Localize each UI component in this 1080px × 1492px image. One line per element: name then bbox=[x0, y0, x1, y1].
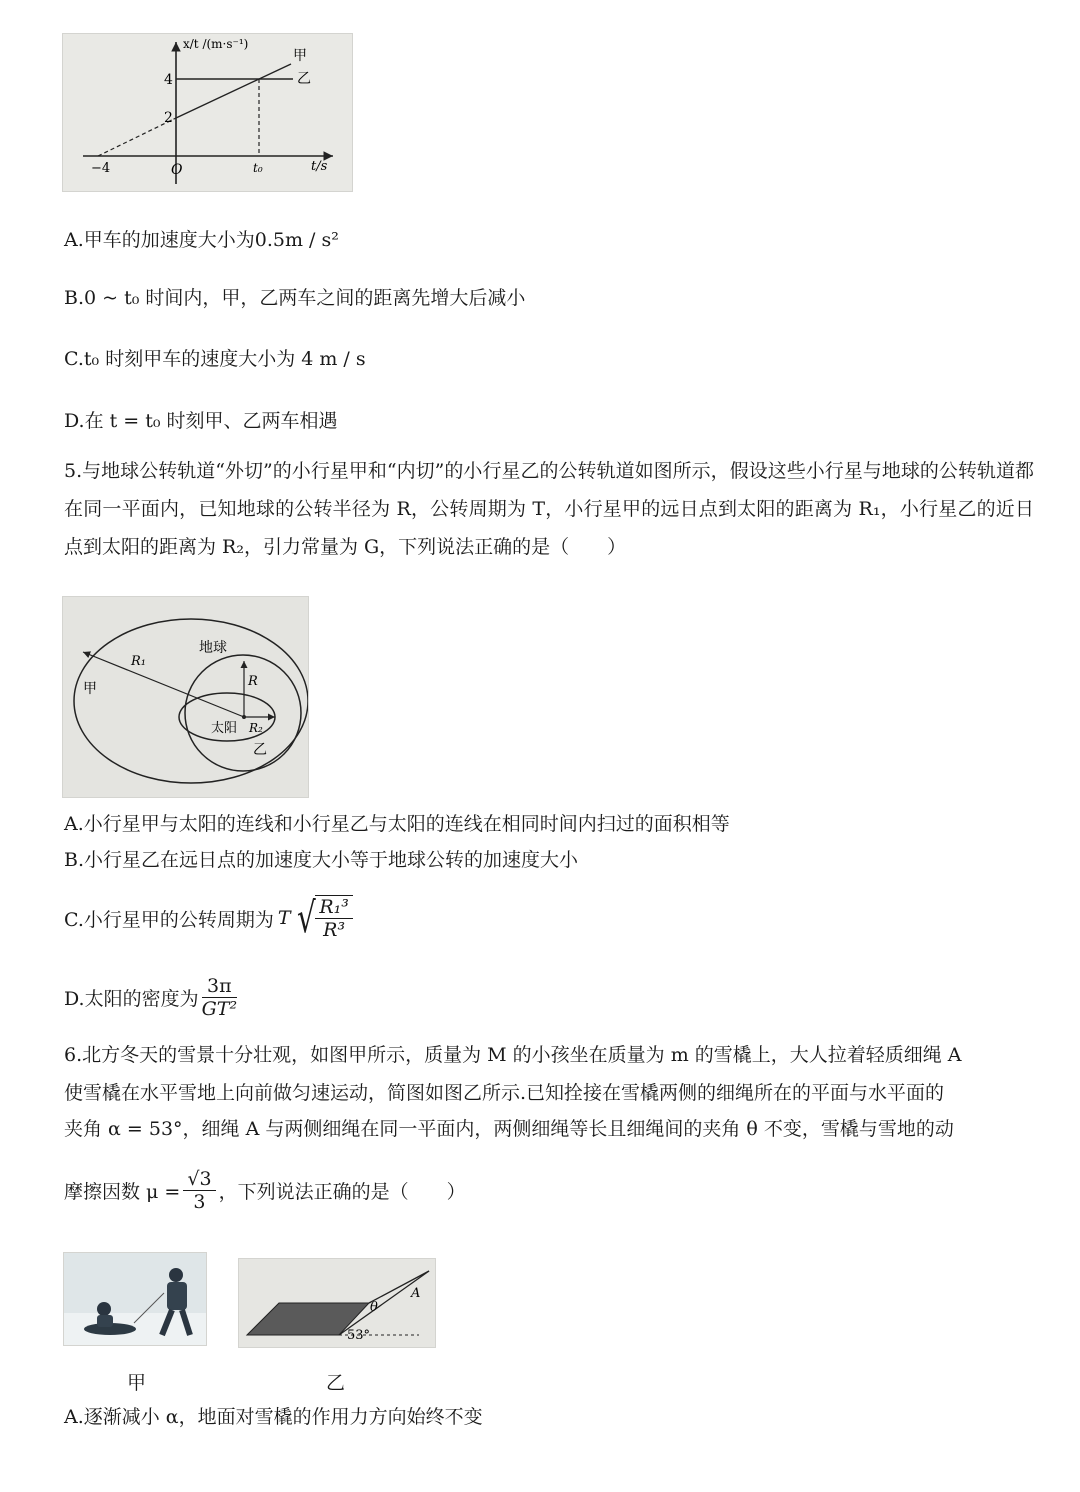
label-a: A bbox=[411, 1286, 421, 1301]
density-fraction bbox=[202, 975, 237, 1020]
label-53deg: 53° bbox=[347, 1328, 371, 1343]
label-jia: 甲 bbox=[83, 681, 97, 697]
label-sun: 太阳 bbox=[211, 721, 238, 736]
sqrt-numerator: R₁³ bbox=[315, 896, 353, 919]
q5-option-c-T: T bbox=[277, 907, 291, 929]
r1-arrow bbox=[83, 652, 244, 717]
sled-diagram-svg bbox=[239, 1259, 435, 1347]
velocity-graph-svg bbox=[63, 34, 352, 191]
caption-yi: 乙 bbox=[326, 1372, 346, 1394]
q5-option-a: A.小行星甲与太阳的连线和小行星乙与太阳的连线在相同时间内扫过的面积相等 bbox=[64, 813, 730, 835]
q4-option-a: A.甲车的加速度大小为0.5m / s² bbox=[64, 229, 339, 251]
adult-head bbox=[169, 1268, 183, 1282]
sqrt-fraction bbox=[315, 895, 353, 941]
q6-stem-line4 bbox=[64, 1168, 466, 1213]
adult-body bbox=[167, 1282, 187, 1310]
orbit-figure bbox=[62, 596, 309, 798]
q5-option-d bbox=[64, 975, 240, 1020]
q5-stem: 5.与地球公转轨道“外切”的小行星甲和“内切”的小行星乙的公转轨道如图所示，假设这些小行星与地球的公转轨道都在同一平面内，已知地球的公转半径为 R，公转周期为 T，小行星甲的远日点到太阳的距离为 R₁，小行星乙的近日点到太阳的距离为 R₂，引力常量为 G，下列说法正确的是（ ） bbox=[64, 460, 1034, 558]
q6-option-a: A.逐渐减小 α，地面对雪橇的作用力方向始终不变 bbox=[64, 1406, 483, 1428]
sled-diagram-figure bbox=[238, 1258, 436, 1348]
y-axis-label: x/t /(m·s⁻¹) bbox=[183, 37, 249, 51]
density-numerator: 3π bbox=[202, 975, 237, 998]
sqrt-expression bbox=[293, 895, 356, 941]
q5-option-c bbox=[64, 895, 356, 941]
q6-stem-line1: 6.北方冬天的雪景十分壮观，如图甲所示，质量为 M 的小孩坐在质量为 m 的雪橇上，大人拉着轻质细绳 A bbox=[64, 1044, 962, 1066]
caption-jia: 甲 bbox=[127, 1372, 147, 1394]
label-theta: θ bbox=[370, 1300, 378, 1315]
line-jia bbox=[176, 64, 291, 118]
density-denominator: GT² bbox=[201, 998, 238, 1020]
mu-fraction bbox=[183, 1168, 215, 1213]
origin-label: O bbox=[171, 162, 183, 178]
label-r2: R₂ bbox=[249, 721, 263, 735]
x-axis-label: t/s bbox=[311, 159, 328, 174]
sqrt-denominator: R³ bbox=[323, 919, 346, 941]
q4-option-b: B.0 ~ t₀ 时间内，甲，乙两车之间的距离先增大后减小 bbox=[64, 287, 526, 309]
y-tick-2: 2 bbox=[164, 110, 173, 126]
line-label-jia: 甲 bbox=[293, 48, 307, 64]
sqrt-sign: √ bbox=[296, 893, 316, 942]
sled-photo-svg bbox=[64, 1253, 206, 1345]
child-head bbox=[97, 1302, 111, 1316]
q6-stem-line4-pre: 摩擦因数 μ = bbox=[64, 1181, 181, 1203]
label-yi: 乙 bbox=[253, 742, 267, 758]
label-earth: 地球 bbox=[199, 640, 227, 656]
q6-stem-line3: 夹角 α = 53°，细绳 A 与两侧细绳在同一平面内，两侧细绳等长且细绳间的夹角 θ 不变，雪橇与雪地的动 bbox=[64, 1118, 954, 1140]
mu-denominator: 3 bbox=[193, 1191, 206, 1213]
q4-option-d: D.在 t = t₀ 时刻甲、乙两车相遇 bbox=[64, 410, 338, 432]
q5-option-b: B.小行星乙在远日点的加速度大小等于地球公转的加速度大小 bbox=[64, 849, 579, 871]
line-label-yi: 乙 bbox=[297, 71, 311, 87]
orbit-earth bbox=[185, 655, 301, 771]
sled-photo-figure bbox=[63, 1252, 207, 1346]
child-body bbox=[97, 1315, 113, 1327]
q5-option-c-text: C.小行星甲的公转周期为 bbox=[64, 908, 274, 931]
y-tick-4: 4 bbox=[164, 72, 173, 88]
label-r: R bbox=[248, 674, 258, 689]
q6-stem-line2: 使雪橇在水平雪地上向前做匀速运动，简图如图乙所示.已知拴接在雪橇两侧的细绳所在的平面与水平面的 bbox=[64, 1082, 945, 1104]
velocity-graph-figure bbox=[62, 33, 353, 192]
label-r1: R₁ bbox=[131, 654, 146, 669]
x-tick-t0: t₀ bbox=[253, 161, 263, 175]
q4-option-c: C.t₀ 时刻甲车的速度大小为 4 m / s bbox=[64, 348, 366, 370]
mu-numerator: √3 bbox=[183, 1168, 215, 1191]
q5-option-d-text: D.太阳的密度为 bbox=[64, 988, 199, 1010]
x-tick-neg4: −4 bbox=[91, 161, 111, 176]
q6-stem-line4-post: ，下列说法正确的是（ ） bbox=[218, 1181, 466, 1203]
orbit-svg bbox=[63, 597, 308, 797]
